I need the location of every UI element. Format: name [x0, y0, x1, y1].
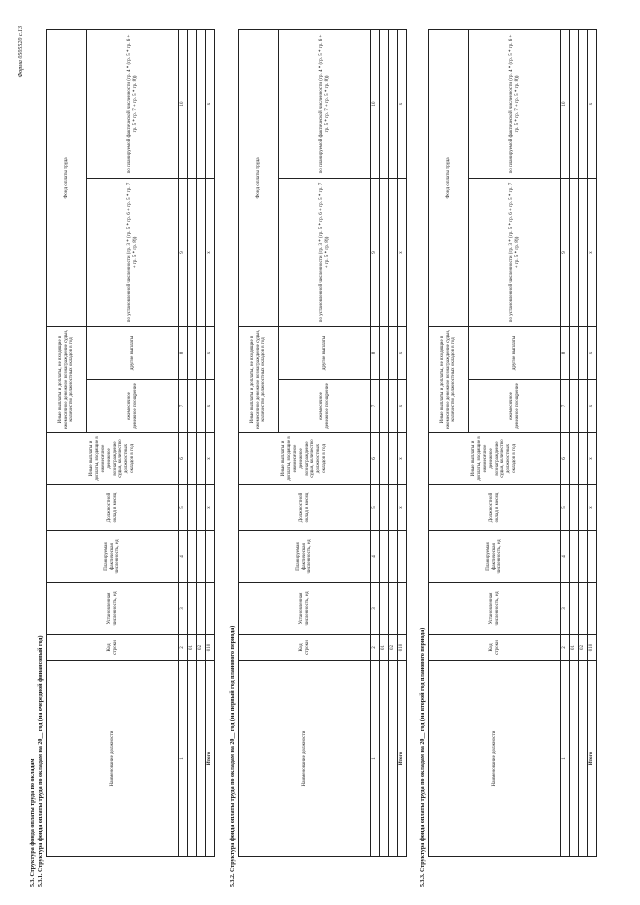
fot-table-2	[238, 29, 407, 857]
total-code: 010	[206, 635, 215, 661]
data-cell	[570, 531, 579, 583]
total-mark: x	[206, 178, 215, 326]
column-number: 10	[179, 29, 188, 178]
total-cell	[398, 531, 407, 583]
column-number: 8	[179, 326, 188, 379]
hdr-monthly-bonus: ежемесячное денежное поощрение	[279, 380, 371, 433]
subsection-1-title: 5.3.1. Структура фонда оплаты труда по окладам на 20__ год (на очередной финансовый год)	[38, 635, 44, 887]
data-cell	[579, 583, 588, 635]
data-cell	[188, 326, 197, 379]
data-cell	[570, 29, 579, 178]
position-cell	[389, 661, 398, 857]
column-number: 1	[179, 661, 188, 857]
data-cell	[380, 583, 389, 635]
column-number: 8	[561, 326, 570, 379]
data-cell	[380, 531, 389, 583]
hdr-fund-established: по установленной численности (гр. 3 * (гр. 5 * гр. 6 + гр. 5 * гр. 7 + гр. 5 * гр. 8))	[87, 178, 179, 326]
data-cell	[197, 485, 206, 531]
hdr-monthly-bonus: ежемесячное денежное поощрение	[469, 380, 561, 433]
data-cell	[188, 29, 197, 178]
row-code: 01	[380, 635, 389, 661]
column-number: 6	[561, 433, 570, 485]
position-cell	[579, 661, 588, 857]
data-cell	[570, 380, 579, 433]
hdr-fund-planned: по планируемой фактической численности (гр. 4 * (гр. 5 * гр. 6 + гр. 5 * гр. 7 + гр. 5 * гр. 8))	[87, 29, 179, 178]
hdr-other-group: Иные выплаты и доплаты, не входящие в ежемесячное денежное вознаграждение судьи, количество должностных окладов в год	[239, 326, 279, 432]
hdr-other-payments: другие выплаты	[87, 326, 179, 379]
total-label: Итого	[206, 661, 215, 857]
hdr-salary: Должностной оклад в месяц	[47, 485, 179, 531]
total-code: 010	[588, 635, 597, 661]
column-number: 6	[179, 433, 188, 485]
hdr-other-payments: другие выплаты	[279, 326, 371, 379]
column-number: 1	[561, 661, 570, 857]
row-code: 02	[579, 635, 588, 661]
data-cell	[380, 326, 389, 379]
hdr-planned: Планируемая фактическая численность, ед	[429, 531, 561, 583]
data-cell	[197, 380, 206, 433]
column-number: 9	[371, 178, 380, 326]
column-number: 10	[371, 29, 380, 178]
total-label: Итого	[588, 661, 597, 857]
hdr-code: Код строки	[429, 635, 561, 661]
total-mark: x	[206, 380, 215, 433]
hdr-other-in: Иные выплаты и доплаты, входящие в ежемесячное денежное вознаграждение судьи, количество должностных окладов в год	[429, 433, 561, 485]
hdr-monthly-bonus: ежемесячное денежное поощрение	[87, 380, 179, 433]
data-cell	[389, 485, 398, 531]
total-mark: x	[588, 326, 597, 379]
data-cell	[570, 583, 579, 635]
column-number: 6	[371, 433, 380, 485]
total-mark: x	[588, 380, 597, 433]
total-mark: x	[398, 326, 407, 379]
position-cell	[380, 661, 389, 857]
total-mark: x	[588, 178, 597, 326]
total-cell	[588, 583, 597, 635]
data-cell	[197, 29, 206, 178]
hdr-other-in: Иные выплаты и доплаты, входящие в ежемесячное денежное вознаграждение судьи, количество должностных окладов в год	[239, 433, 371, 485]
column-number: 7	[179, 380, 188, 433]
subsection-3-title: 5.3.3. Структура фонда оплаты труда по окладам на 20__ год (на второй год планового периода)	[420, 627, 426, 887]
position-cell	[197, 661, 206, 857]
hdr-salary: Должностной оклад в месяц	[429, 485, 561, 531]
data-cell	[188, 531, 197, 583]
data-cell	[380, 485, 389, 531]
column-number: 4	[179, 531, 188, 583]
data-cell	[380, 29, 389, 178]
column-number: 2	[561, 635, 570, 661]
subsection-2-title: 5.3.2. Структура фонда оплаты труда по окладам на 20__ год (на первый год планового периода)	[230, 625, 236, 887]
data-cell	[570, 485, 579, 531]
column-number: 9	[179, 178, 188, 326]
data-cell	[579, 433, 588, 485]
section-title: 5.3. Структура фонда оплаты труда по окладам	[30, 758, 36, 887]
hdr-other-group: Иные выплаты и доплаты, не входящие в ежемесячное денежное вознаграждение судьи, количество должностных окладов в год	[429, 326, 469, 432]
position-cell	[570, 661, 579, 857]
column-number: 4	[561, 531, 570, 583]
data-cell	[389, 583, 398, 635]
total-cell	[588, 531, 597, 583]
column-number: 5	[371, 485, 380, 531]
hdr-position: Наименование должности	[429, 661, 561, 857]
hdr-established: Установленная численность, ед	[239, 583, 371, 635]
data-cell	[389, 433, 398, 485]
total-mark: x	[588, 433, 597, 485]
row-code: 01	[570, 635, 579, 661]
data-cell	[570, 326, 579, 379]
data-cell	[197, 531, 206, 583]
data-cell	[579, 485, 588, 531]
data-cell	[389, 380, 398, 433]
hdr-position: Наименование должности	[47, 661, 179, 857]
column-number: 2	[371, 635, 380, 661]
column-number: 2	[179, 635, 188, 661]
column-number: 1	[371, 661, 380, 857]
data-cell	[570, 178, 579, 326]
total-mark: x	[206, 29, 215, 178]
data-cell	[188, 380, 197, 433]
hdr-code: Код строки	[47, 635, 179, 661]
total-mark: x	[398, 29, 407, 178]
row-code: 02	[197, 635, 206, 661]
hdr-established: Установленная численность, ед	[429, 583, 561, 635]
data-cell	[389, 29, 398, 178]
hdr-other-in: Иные выплаты и доплаты, входящие в ежемесячное денежное вознаграждение судьи, количество должностных окладов в год	[47, 433, 179, 485]
hdr-fund-group: Фонд оплаты труда	[429, 29, 469, 326]
column-number: 9	[561, 178, 570, 326]
column-number: 5	[179, 485, 188, 531]
data-cell	[389, 531, 398, 583]
total-mark: x	[206, 485, 215, 531]
data-cell	[188, 485, 197, 531]
total-code: 010	[398, 635, 407, 661]
column-number: 4	[371, 531, 380, 583]
column-number: 3	[179, 583, 188, 635]
data-cell	[579, 178, 588, 326]
hdr-position: Наименование должности	[239, 661, 371, 857]
total-cell	[206, 531, 215, 583]
data-cell	[579, 326, 588, 379]
data-cell	[570, 433, 579, 485]
total-mark: x	[588, 485, 597, 531]
hdr-salary: Должностной оклад в месяц	[239, 485, 371, 531]
total-mark: x	[206, 433, 215, 485]
hdr-fund-established: по установленной численности (гр. 3 * (гр. 5 * гр. 6 + гр. 5 * гр. 7 + гр. 5 * гр. 8))	[279, 178, 371, 326]
column-number: 7	[561, 380, 570, 433]
data-cell	[380, 433, 389, 485]
hdr-fund-planned: по планируемой фактической численности (гр. 4 * (гр. 5 * гр. 6 + гр. 5 * гр. 7 + гр. 5 * гр. 8))	[279, 29, 371, 178]
hdr-planned: Планируемая фактическая численность, ед	[47, 531, 179, 583]
hdr-other-group: Иные выплаты и доплаты, не входящие в ежемесячное денежное вознаграждение судьи, количество должностных окладов в год	[47, 326, 87, 432]
hdr-other-payments: другие выплаты	[469, 326, 561, 379]
data-cell	[579, 380, 588, 433]
fot-table-1	[46, 29, 215, 857]
data-cell	[389, 326, 398, 379]
hdr-fund-established: по установленной численности (гр. 3 * (гр. 5 * гр. 6 + гр. 5 * гр. 7 + гр. 5 * гр. 8))	[469, 178, 561, 326]
total-mark: x	[206, 326, 215, 379]
total-mark: x	[398, 433, 407, 485]
row-code: 02	[389, 635, 398, 661]
data-cell	[188, 178, 197, 326]
data-cell	[197, 178, 206, 326]
position-cell	[188, 661, 197, 857]
row-code: 01	[188, 635, 197, 661]
data-cell	[380, 380, 389, 433]
column-number: 3	[561, 583, 570, 635]
total-mark: x	[398, 380, 407, 433]
data-cell	[579, 531, 588, 583]
hdr-fund-group: Фонд оплаты труда	[239, 29, 279, 326]
total-mark: x	[398, 178, 407, 326]
hdr-fund-planned: по планируемой фактической численности (гр. 4 * (гр. 5 * гр. 6 + гр. 5 * гр. 7 + гр. 5 * гр. 8))	[469, 29, 561, 178]
hdr-established: Установленная численность, ед	[47, 583, 179, 635]
form-number: Форма 0505520 с.13	[18, 26, 24, 78]
total-mark: x	[398, 485, 407, 531]
data-cell	[188, 583, 197, 635]
data-cell	[197, 583, 206, 635]
data-cell	[380, 178, 389, 326]
total-label: Итого	[398, 661, 407, 857]
column-number: 5	[561, 485, 570, 531]
total-cell	[398, 583, 407, 635]
column-number: 7	[371, 380, 380, 433]
data-cell	[579, 29, 588, 178]
column-number: 10	[561, 29, 570, 178]
data-cell	[389, 178, 398, 326]
fot-table-3	[428, 29, 597, 857]
hdr-fund-group: Фонд оплаты труда	[47, 29, 87, 326]
hdr-planned: Планируемая фактическая численность, ед	[239, 531, 371, 583]
data-cell	[197, 433, 206, 485]
column-number: 8	[371, 326, 380, 379]
total-mark: x	[588, 29, 597, 178]
data-cell	[197, 326, 206, 379]
total-cell	[206, 583, 215, 635]
hdr-code: Код строки	[239, 635, 371, 661]
data-cell	[188, 433, 197, 485]
column-number: 3	[371, 583, 380, 635]
